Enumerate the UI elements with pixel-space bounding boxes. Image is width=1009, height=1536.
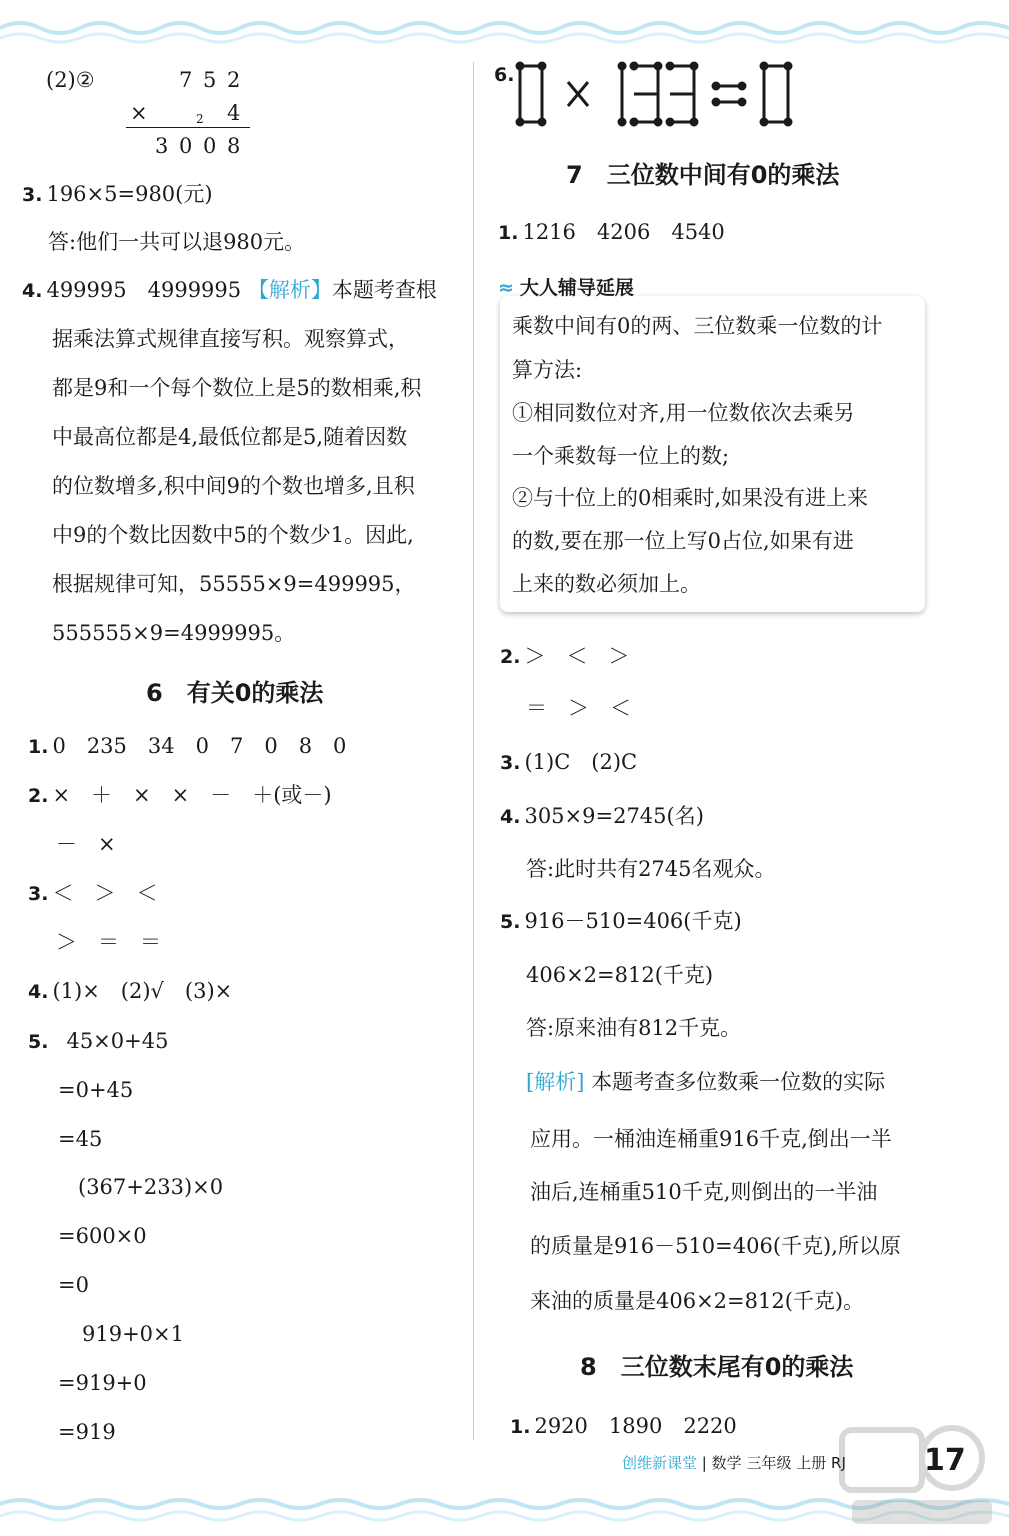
question-text: 499995 4999995 bbox=[46, 278, 242, 302]
question-text: ＜ ＞ ＜ bbox=[52, 881, 158, 905]
page-footer bbox=[622, 1452, 846, 1474]
calc-digit: 5 bbox=[203, 68, 217, 92]
analysis-line: 油后,连桶重510千克,则倒出的一半油 bbox=[530, 1180, 878, 1204]
s7-question-2 bbox=[500, 642, 629, 671]
analysis-line: 555555×9=4999995。 bbox=[52, 621, 296, 645]
footer-grade: 三年级 bbox=[746, 1454, 792, 1472]
watermark-logo bbox=[832, 1420, 1002, 1530]
s7-question-4 bbox=[500, 802, 704, 831]
extension-line: ①相同数位对齐,用一位数依次去乘另 bbox=[512, 401, 855, 425]
top-wave-decoration bbox=[0, 0, 1009, 50]
matchstick-equals-sign bbox=[713, 83, 745, 105]
brand-name: 创维新课堂 bbox=[622, 1454, 698, 1472]
question-number: 2. bbox=[500, 646, 521, 668]
wave-icon: ≈ bbox=[498, 277, 514, 299]
s6-question-3 bbox=[28, 879, 157, 908]
question-text: 196×5=980(元) bbox=[46, 182, 213, 206]
extension-line: 一个乘数每一位上的数; bbox=[512, 444, 730, 468]
calc-line: 45×0+45 bbox=[66, 1029, 169, 1053]
question-text: 916－510=406(千克) bbox=[524, 909, 742, 933]
analysis-line: 中9的个数比因数中5的个数少1。因此, bbox=[52, 523, 414, 547]
calc-digit: 4 bbox=[227, 101, 241, 125]
question-number: 3. bbox=[500, 752, 521, 774]
answer-3: 答:他们一共可以退980元。 bbox=[48, 230, 306, 254]
question-number: 2. bbox=[28, 785, 49, 807]
answer-5: 答:原来油有812千克。 bbox=[526, 1016, 742, 1040]
section-title-8: 8 三位数末尾有0的乘法 bbox=[580, 1353, 854, 1381]
section-title-7: 7 三位数中间有0的乘法 bbox=[566, 161, 840, 189]
footer-subject: 数学 bbox=[711, 1454, 742, 1472]
s7-question-2-line2: ＝ ＞ ＜ bbox=[526, 696, 631, 720]
question-number: 1. bbox=[498, 222, 519, 244]
analysis-tag: [解析] bbox=[526, 1070, 585, 1094]
s7-question-5 bbox=[500, 907, 742, 936]
extension-heading-text: 大人辅导延展 bbox=[519, 277, 634, 299]
matchstick-digit-3 bbox=[667, 63, 697, 125]
footer-separator: | bbox=[701, 1454, 707, 1472]
calc-line: =45 bbox=[58, 1127, 103, 1151]
extension-line: ②与十位上的0相乘时,如果没有进上来 bbox=[512, 486, 869, 510]
question-number: 6. bbox=[494, 64, 515, 86]
calc-line: 919+0×1 bbox=[82, 1322, 184, 1346]
calc-digit: 2 bbox=[227, 68, 241, 92]
calc-digit: 3 bbox=[155, 134, 169, 158]
question-text: 305×9=2745(名) bbox=[524, 804, 704, 828]
calc-line: =919+0 bbox=[58, 1371, 147, 1395]
q2-2-label: (2)② bbox=[46, 68, 95, 92]
question-number: 1. bbox=[28, 736, 49, 758]
question-number: 1. bbox=[510, 1416, 531, 1438]
s8-question-1 bbox=[510, 1412, 737, 1441]
page-number: 17 bbox=[924, 1443, 966, 1478]
calc-digit: 0 bbox=[179, 134, 193, 158]
matchstick-digit-3 bbox=[631, 63, 661, 125]
calc-line: =0+45 bbox=[58, 1078, 134, 1102]
question-text: (1)C (2)C bbox=[524, 750, 638, 774]
question-text: 1216 4206 4540 bbox=[522, 220, 725, 244]
question-text: 0 235 34 0 7 0 8 0 bbox=[52, 734, 347, 758]
extension-line: 上来的数必须加上。 bbox=[512, 572, 701, 596]
matchstick-times-sign bbox=[568, 82, 588, 106]
question-3 bbox=[22, 180, 213, 209]
matchstick-digit-1 bbox=[619, 63, 625, 125]
calc-digit: 0 bbox=[203, 134, 217, 158]
question-4 bbox=[22, 276, 437, 305]
matchstick-puzzle bbox=[512, 60, 812, 132]
footer-term: 上册 bbox=[796, 1454, 827, 1472]
analysis-line: 应用。一桶油连桶重916千克,倒出一半 bbox=[530, 1127, 892, 1151]
analysis-line: 的位数增多,积中间9的个数也增多,且积 bbox=[52, 474, 415, 498]
question-number: 4. bbox=[22, 280, 43, 302]
s7-question-5-line2: 406×2=812(千克) bbox=[526, 963, 714, 987]
analysis-5 bbox=[526, 1068, 885, 1096]
question-number: 3. bbox=[22, 184, 43, 206]
answer-4: 答:此时共有2745名观众。 bbox=[526, 857, 776, 881]
extension-line: 算方法: bbox=[512, 358, 583, 382]
s6-question-4 bbox=[28, 977, 232, 1006]
column-divider bbox=[473, 62, 474, 1440]
matchstick-digit-0 bbox=[761, 63, 791, 125]
calc-digit: 7 bbox=[179, 68, 193, 92]
question-number: 4. bbox=[28, 981, 49, 1003]
s7-question-1 bbox=[498, 218, 725, 247]
calc-line: =919 bbox=[58, 1420, 116, 1444]
calc-operator: × bbox=[130, 101, 148, 125]
s6-question-2 bbox=[28, 781, 332, 810]
question-number: 5. bbox=[500, 911, 521, 933]
question-number: 5. bbox=[28, 1031, 49, 1053]
s6-question-2-line2: － × bbox=[56, 832, 116, 856]
calc-digit: 8 bbox=[227, 134, 241, 158]
matchstick-digit-0 bbox=[517, 63, 545, 125]
question-number: 4. bbox=[500, 806, 521, 828]
s6-question-1 bbox=[28, 732, 346, 761]
extension-heading bbox=[498, 276, 634, 300]
question-text: ＞ ＜ ＞ bbox=[524, 644, 630, 668]
analysis-line: 来油的质量是406×2=812(千克)。 bbox=[530, 1289, 865, 1313]
question-text: × ＋ × × － ＋(或－) bbox=[52, 783, 332, 807]
calc-line: (367+233)×0 bbox=[78, 1175, 224, 1199]
question-text: (1)× (2)√ (3)× bbox=[52, 979, 233, 1003]
footer-edition: RJ bbox=[831, 1454, 846, 1472]
calc-carry: 2 bbox=[196, 112, 204, 126]
calc-line: =0 bbox=[58, 1273, 89, 1297]
analysis-line: 的质量是916－510=406(千克),所以原 bbox=[530, 1234, 901, 1258]
analysis-line: 据乘法算式规律直接写积。观察算式， bbox=[52, 327, 409, 351]
analysis-tag: 【解析】 bbox=[247, 278, 332, 302]
calc-line: =600×0 bbox=[58, 1224, 147, 1248]
question-text: 2920 1890 2220 bbox=[534, 1414, 737, 1438]
analysis-line: 都是9和一个每个数位上是5的数相乘,积 bbox=[52, 376, 422, 400]
s6-question-5 bbox=[28, 1027, 168, 1056]
analysis-text: 本题考查根 bbox=[331, 278, 437, 302]
analysis-text: 本题考查多位数乘一位数的实际 bbox=[591, 1070, 886, 1094]
s6-question-3-line2: ＞ ＝ ＝ bbox=[56, 930, 161, 954]
s7-question-3 bbox=[500, 748, 637, 777]
extension-line: 乘数中间有0的两、三位数乘一位数的计 bbox=[512, 314, 883, 338]
analysis-line: 根据规律可知，55555×9=499995， bbox=[52, 572, 416, 596]
extension-line: 的数,要在那一位上写0占位,如果有进 bbox=[512, 529, 854, 553]
question-number: 3. bbox=[28, 883, 49, 905]
section-title-6: 6 有关0的乘法 bbox=[146, 679, 324, 707]
calc-rule bbox=[126, 127, 250, 128]
analysis-line: 中最高位都是4,最低位都是5,随着因数 bbox=[52, 425, 408, 449]
